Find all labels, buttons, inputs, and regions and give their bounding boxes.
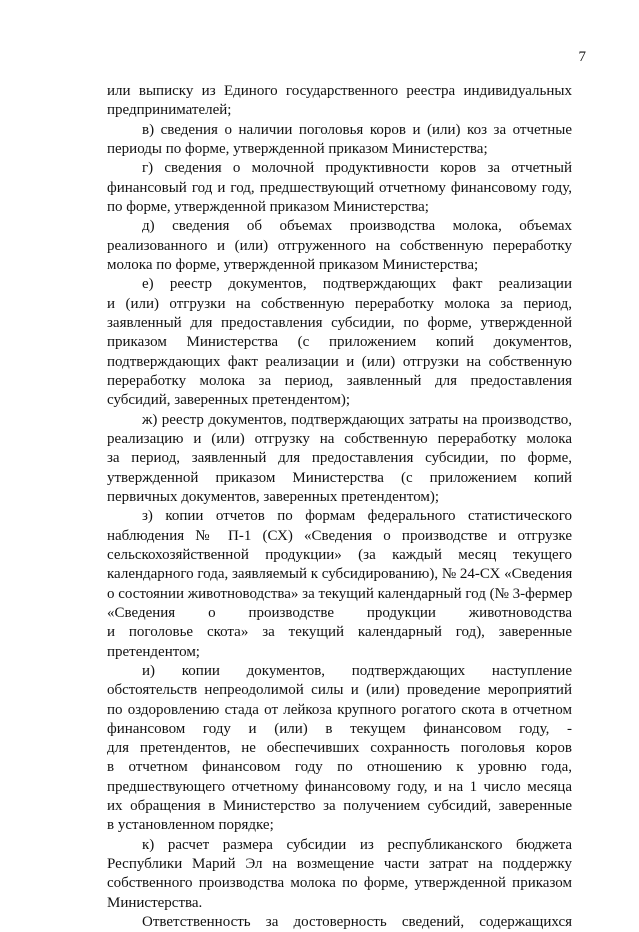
text-line: реализацию и (или) отгрузку на собственную переработку молока — [107, 430, 572, 447]
text-line: г) сведения о молочной продуктивности коров за отчетный — [142, 160, 572, 177]
text-line: периоды по форме, утвержденной приказом Министерства; — [107, 140, 488, 157]
text-line: финансовом году и (или) в текущем финансовом году, - — [107, 720, 572, 737]
text-line: молока по форме, утвержденной приказом Министерства; — [107, 256, 479, 273]
text-line: по форме, утвержденной приказом Министерства; — [107, 198, 429, 215]
text-line: о состоянии животноводства» за текущий календарный год (№ 3-фермер — [107, 585, 573, 602]
text-line: по оздоровлению стада от лейкоза крупного рогатого скота в отчетном — [107, 701, 572, 718]
text-line: наблюдения № П-1 (СХ) «Сведения о производстве и отгрузке — [107, 527, 572, 544]
text-line: предпринимателей; — [107, 102, 232, 119]
text-line: или выписку из Единого государственного реестра индивидуальных — [107, 83, 572, 99]
text-line: первичных документов, заверенных претендентом); — [107, 488, 440, 505]
text-line: собственного производства молока по форме, утвержденной приказом — [107, 875, 572, 892]
text-line: в установленном порядке; — [107, 817, 274, 834]
text-line: субсидий, заверенных претендентом); — [107, 392, 351, 409]
text-line: за период, заявленный для предоставления субсидии, по форме, — [107, 450, 572, 467]
text-line: обстоятельств непреодолимой силы и (или) проведение мероприятий — [107, 682, 572, 699]
text-line: подтверждающих факт реализации и (или) отгрузки на собственную — [107, 353, 572, 370]
text-line: их обращения в Министерство за получением субсидий, заверенные — [107, 798, 572, 815]
document-body — [107, 82, 572, 932]
text-line: Ответственность за достоверность сведений, содержащихся — [142, 914, 572, 931]
text-line: Республики Марий Эл на возмещение части затрат на поддержку — [107, 856, 572, 873]
text-line: переработку молока за период, заявленный для предоставления — [107, 372, 572, 389]
text-line: финансовый год и год, предшествующий отчетному финансовому году, — [107, 179, 572, 196]
text-line: з) копии отчетов по формам федерального статистического — [142, 508, 572, 525]
text-line: в) сведения о наличии поголовья коров и (или) коз за отчетные — [142, 121, 572, 138]
text-line: календарного года, заявляемый к субсидированию), № 24-СХ «Сведения — [107, 566, 573, 583]
text-line: реализованного и (или) отгруженного на собственную переработку — [107, 237, 572, 254]
text-line: приказом Министерства (с приложением копий документов, — [107, 334, 572, 351]
text-line: «Сведения о производстве продукции животноводства — [107, 604, 572, 621]
text-line: и) копии документов, подтверждающих наступление — [142, 662, 572, 679]
text-line: Министерства. — [107, 894, 203, 911]
text-line: и поголовье скота» за текущий календарный год), заверенные — [107, 624, 572, 641]
text-line: утвержденной приказом Министерства (с приложением копий — [107, 469, 572, 486]
text-line: в отчетном финансовом году по отношению к уровню года, — [107, 759, 572, 776]
page-number: 7 — [578, 49, 586, 65]
text-line: и (или) отгрузки на собственную переработку молока за период, — [107, 295, 572, 312]
text-line: для претендентов, не обеспечивших сохранность поголовья коров — [107, 740, 572, 757]
text-line: к) расчет размера субсидии из республиканского бюджета — [142, 836, 572, 853]
text-line: предшествующего отчетному финансовому году, и на 1 число месяца — [107, 778, 572, 795]
text-line: претендентом; — [107, 643, 200, 660]
text-line: е) реестр документов, подтверждающих факт реализации — [142, 276, 572, 293]
text-line: ж) реестр документов, подтверждающих затраты на производство, — [142, 411, 572, 428]
text-line: заявленный для предоставления субсидии, по форме, утвержденной — [107, 314, 572, 331]
text-line: д) сведения об объемах производства молока, объемах — [142, 218, 572, 235]
text-line: сельскохозяйственной продукции» (за каждый месяц текущего — [107, 546, 572, 563]
